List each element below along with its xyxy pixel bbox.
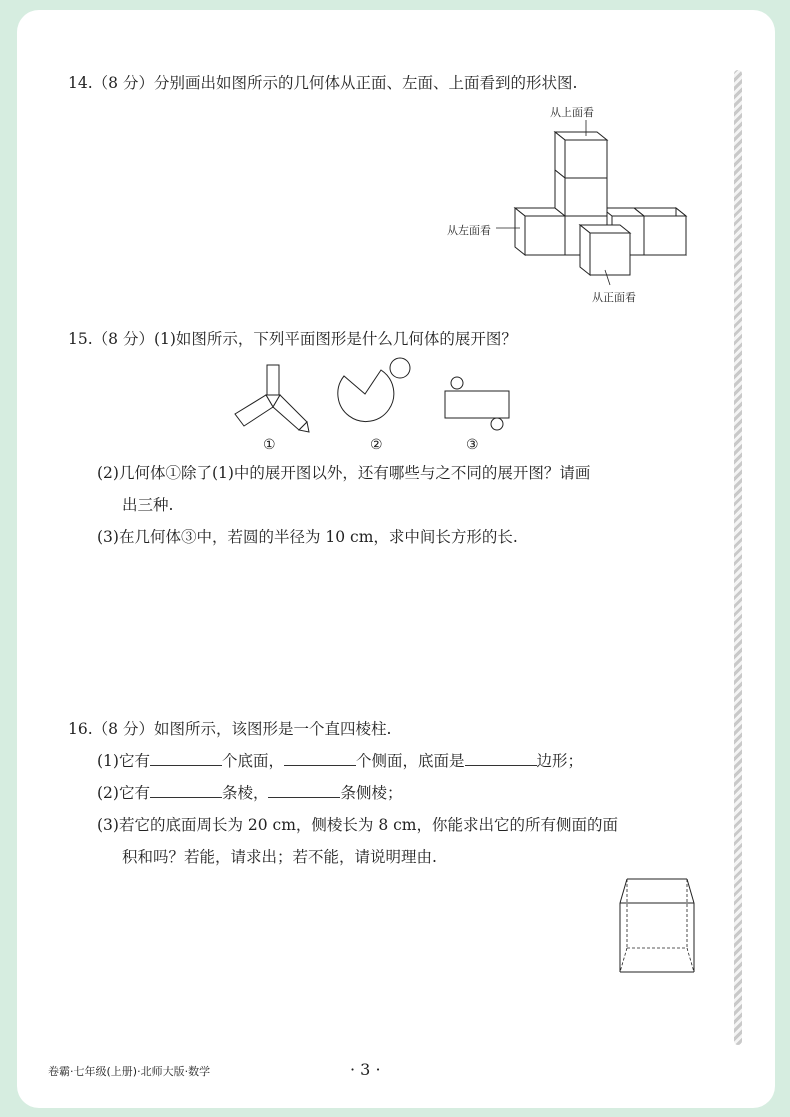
question-14-text: 14.（8 分）分别画出如图所示的几何体从正面、左面、上面看到的形状图. (68, 74, 578, 92)
part1-mid1: 个底面， (221, 752, 284, 770)
label-front-view: 从正面看 (592, 291, 636, 304)
blank-polygon-sides[interactable] (465, 751, 537, 766)
net-figure-3-cylinder (440, 375, 516, 431)
net-figure-1-triangular-prism (230, 362, 310, 434)
right-prism-figure (617, 876, 697, 976)
part2-prefix: (2)它有 (97, 784, 150, 802)
part2-suffix: 条侧棱； (340, 784, 403, 802)
figure-label-1: ① (263, 437, 276, 453)
figure-label-3: ③ (466, 437, 479, 453)
part1-prefix: (1)它有 (97, 752, 150, 770)
question-16-part3-line1: (3)若它的底面周长为 20 cm，侧棱长为 8 cm，你能求出它的所有侧面的面 (97, 816, 619, 834)
footer-book-title: 卷霸·七年级(上册)·北师大版·数学 (48, 1065, 211, 1078)
question-15-part2-line2: 出三种. (122, 496, 174, 514)
question-16-text: 16.（8 分）如图所示，该图形是一个直四棱柱. (68, 720, 392, 738)
question-16-part3-line2: 积和吗？若能，请求出；若不能，请说明理由. (122, 848, 437, 866)
label-top-view: 从上面看 (550, 106, 594, 119)
question-15-part2-line1: (2)几何体①除了(1)中的展开图以外，还有哪些与之不同的展开图？请画 (97, 464, 591, 482)
part1-suffix: 边形； (536, 752, 584, 770)
label-left-view: 从左面看 (447, 224, 491, 237)
blank-side-count[interactable] (284, 751, 356, 766)
question-16-part2 (97, 782, 403, 804)
net-figure-2-cone (338, 356, 418, 436)
page-number: · 3 · (350, 1060, 381, 1079)
blank-edge-count[interactable] (150, 783, 222, 798)
binding-rope (734, 70, 742, 1045)
question-15-part3: (3)在几何体③中，若圆的半径为 10 cm，求中间长方形的长. (97, 528, 518, 546)
question-16-part1 (97, 750, 583, 772)
cube-stack-figure (500, 120, 700, 290)
blank-lateral-edge-count[interactable] (268, 783, 340, 798)
part2-mid: 条棱， (221, 784, 269, 802)
figure-label-2: ② (370, 437, 383, 453)
part1-mid2: 个侧面，底面是 (355, 752, 465, 770)
question-15-text: 15.（8 分）(1)如图所示，下列平面图形是什么几何体的展开图？ (68, 330, 517, 348)
blank-base-count[interactable] (150, 751, 222, 766)
